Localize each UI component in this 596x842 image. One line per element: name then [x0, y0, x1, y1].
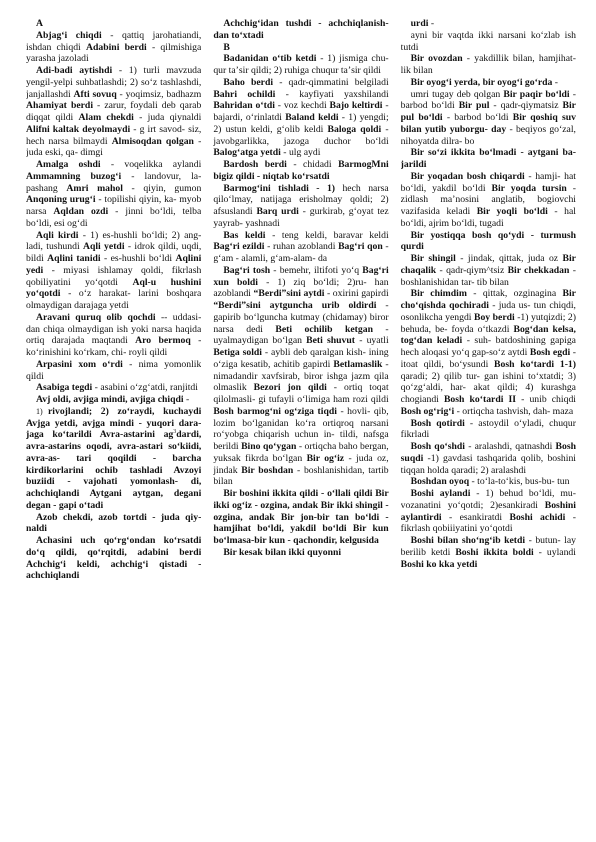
- definition-text: - toʻla-toʻkis, bus-bu- tun: [469, 476, 570, 488]
- definition-text: - esankiratdi: [441, 511, 510, 523]
- idiom-term: Aql-u hushini yoʻqotdi: [26, 276, 202, 300]
- idiom-term: Badanidan oʻtib ketdi: [223, 53, 317, 65]
- idiom-term: Bosh barmogʻni ogʻziga tiqdi: [213, 405, 337, 417]
- definition-text: - ortiq toqat qilolmasli- gi tufayli oʻlimiga ham rozi qildi: [213, 382, 389, 405]
- idiom-term: Ammamning buzogʻi: [26, 170, 122, 182]
- idiom-term: Aqlini yedi: [26, 253, 202, 276]
- idiom-term: Baho berdi: [223, 76, 274, 88]
- idiom-term: Adi-badi aytishdi: [36, 65, 113, 76]
- dictionary-entry: [26, 312, 201, 359]
- definition-text: - chidadi: [286, 159, 339, 170]
- section-letter-heading: A: [36, 18, 43, 29]
- definition-text: - g irt savod- siz, hech narsa bilmaydi: [26, 123, 202, 147]
- dictionary-entry: [401, 171, 576, 230]
- dictionary-entry: [401, 53, 576, 77]
- idiom-term: Amalga oshdi: [36, 159, 101, 170]
- dictionary-entry: [26, 382, 201, 394]
- definition-text: -: [552, 76, 559, 88]
- idiom-term: Bir chaqalik: [400, 253, 576, 276]
- idiom-term: Bir yostiqqa bosh qoʻydi - turmush qurdi: [400, 229, 576, 253]
- definition-text: - 1) behud boʻldi, mu- vozanatini yoʻqotdi; 2)esankiradi: [400, 488, 576, 511]
- definition-text: - nima yomonlik qildi: [26, 358, 202, 382]
- idiom-term: Bahridan oʻtdi: [213, 100, 275, 112]
- definition-text: qaradi; 2) qilib tur- gan ishini toʻxtatdi; 3) qoʻzgʻaldi, har- akat qildi; 4) kurashga chogiandi: [400, 370, 576, 405]
- dictionary-entry: [213, 18, 388, 42]
- idiom-term: urdi: [410, 18, 429, 29]
- idiom-term: Bagʻri ezildi: [213, 241, 265, 253]
- idiom-term: Asabiga tegdi: [36, 382, 93, 394]
- definition-text: - barbod boʻldi: [442, 112, 513, 123]
- idiom-term: Arpasini xom oʻrdi: [36, 358, 123, 370]
- definition-text: umri tugay deb qolgan: [410, 88, 504, 100]
- dictionary-entry: [26, 512, 201, 536]
- definition-text: - jinni boʻldi, telba boʻldi, esi ogʻdi: [26, 206, 202, 229]
- idiom-term: Bosh egdi: [529, 347, 571, 358]
- definition-text: - 1) ziq boʻldi; 2)ru- han azoblandi: [213, 276, 389, 300]
- column-3: [401, 18, 576, 828]
- definition-text: - oʻz harakat- larini boshqara olmaydigan darajaga yetdi: [26, 288, 202, 311]
- idiom-term: Bardosh berdi: [223, 159, 287, 170]
- definition-text: - qadr-qimmatini belgiladi: [273, 76, 389, 88]
- idiom-term: Boshi ko kka yetdi: [400, 558, 478, 570]
- column-1: [26, 18, 201, 828]
- idiom-term: Bosh qoʻshdi: [410, 441, 466, 452]
- definition-text: - ulg aydi: [280, 147, 321, 159]
- definition-text: - hovli- qib, lozim boʻlganidan koʻra ortiqroq narsani roʻyobga chiqarish uchun in- tildi, nafsga berildi: [213, 405, 389, 452]
- idiom-term: Bir ovozdan: [410, 53, 463, 65]
- definition-text: - juda eski, qa- dimgi: [26, 135, 202, 159]
- idiom-term: Bir boshdan: [241, 464, 294, 476]
- dictionary-entry: [401, 77, 576, 89]
- dictionary-entry: [213, 488, 388, 547]
- definition-text: - butun- lay berilib ketdi: [400, 535, 576, 558]
- definition-text: - astoydil oʻyladi, chuqur fikrladi: [400, 417, 576, 441]
- idiom-term: Bir chekkadan: [507, 264, 570, 276]
- idiom-term: Bagʻri xun boldi: [213, 264, 389, 288]
- definition-text: - bemehr, iltifoti yoʻq: [270, 264, 363, 276]
- dictionary-entry: [26, 65, 201, 159]
- dictionary-entry: [213, 230, 388, 265]
- idiom-term: Bagʻri qon: [338, 241, 383, 253]
- idiom-term: Ahamiyat berdi: [26, 100, 94, 112]
- definition-text: - hal boʻldi, ajrim boʻldi, tugadi: [400, 206, 576, 229]
- idiom-term: Bahri ochildi: [213, 88, 276, 100]
- dictionary-entry: [401, 476, 576, 488]
- idiom-term: Abjagʻi chiqdi: [36, 29, 102, 41]
- definition-text: - beqiyos goʻzal, nihoyatda dilra- bo: [400, 123, 576, 147]
- idiom-term: Bino qoʻygan: [241, 441, 297, 452]
- entry-number: 1): [36, 406, 43, 416]
- idiom-term: Bas keldi: [223, 229, 266, 241]
- dictionary-entry: [26, 359, 201, 383]
- dictionary-entry: [401, 30, 576, 54]
- dictionary-entry: [401, 288, 576, 417]
- dictionary-entry: [26, 406, 201, 512]
- definition-text: - qadr-qiym^tsiz: [436, 264, 508, 276]
- idiom-term: Betlamaslik: [333, 358, 383, 370]
- definition-text: - juda oz, jindak: [213, 452, 389, 476]
- idiom-term: Boshi achidi: [509, 511, 566, 523]
- idiom-term: Bir kesak bilan ikki quyonni: [223, 546, 342, 558]
- idiom-term: Barq urdi: [256, 206, 299, 217]
- definition-text: - itoat qildi, boʻysundi: [400, 347, 576, 370]
- definition-text: - ortiqcha tashvish, dah- maza: [454, 405, 574, 417]
- dictionary-entry: [401, 230, 576, 254]
- idiom-term: Boshdan oyoq: [410, 476, 470, 488]
- definition-text: - 1) yengdi; 2) ustun keldi, gʻolib keldi: [213, 112, 389, 135]
- idiom-term: Bir yoqli boʻldi: [476, 206, 548, 217]
- definition-text: - qilmishiga yarasha jazoladi: [26, 41, 202, 65]
- dictionary-entry: [213, 265, 388, 488]
- dictionary-entry: [213, 547, 388, 559]
- idiom-term: Aqli yetdi: [82, 241, 125, 253]
- dictionary-entry: [401, 535, 576, 570]
- definition-text: - aybli deb qaralgan kish- ining oʻziga kesatib, achitib gapirdi: [213, 347, 389, 370]
- definition-text: - yakdillik bilan, hamjihat- lik bilan: [400, 53, 576, 76]
- dictionary-entry: [401, 418, 576, 442]
- idiom-term: Boshini aylantirdi: [400, 499, 576, 523]
- idiom-term: Bir pul boʻldi: [400, 100, 576, 123]
- idiom-term: Boshi aylandi: [410, 488, 471, 499]
- idiom-term: Bir shingil: [410, 253, 456, 264]
- dictionary-entry: [213, 183, 388, 230]
- definition-text: - gurkirab, gʻoyat tez yayrab- yashnadi: [213, 206, 389, 229]
- idiom-term: Bir yoqda tursin: [491, 182, 567, 194]
- idiom-term: Anqoning urugʻi: [26, 194, 96, 206]
- definition-text: - qittak, ozginagina: [466, 288, 563, 300]
- definition-text: - nimadandir xavfsirab, biror ishga jazm qila olmaslik: [213, 358, 389, 394]
- dictionary-entry: [213, 53, 388, 77]
- definition-text: - topilishi qiyin, ka- myob narsa: [26, 194, 202, 217]
- idiom-term: Beti ochilib ketgan: [275, 323, 373, 335]
- definition-text: - uyalmaydigan boʻlgan: [213, 323, 389, 347]
- definition-text: - teng keldi, baravar keldi: [265, 229, 389, 241]
- idiom-term: Boshi ikkita boldi: [455, 546, 534, 558]
- dictionary-entry: [401, 18, 576, 30]
- dictionary-entry: [401, 147, 576, 171]
- definition-text: - miyasi ishlamay qoldi, fikrlash qobiliyatini yoʻqotdi: [26, 264, 202, 288]
- definition-text: - zidlash maʼnosini anglatib, bogiovchi vazifasida keladi: [400, 182, 576, 217]
- dictionary-entry: [401, 488, 576, 535]
- idiom-term: Betiga soldi: [213, 347, 262, 358]
- idiom-term: Bir soʻzi ikkita boʻlmadi - aytgani ba- jarildi: [400, 147, 576, 170]
- superscript: 3: [173, 429, 177, 436]
- definition-text: - hamji- hat boʻldi, yakdil boʻldi: [400, 170, 576, 194]
- definition-text: - 1) jismiga chu- qur taʼsir qildi; 2) ruhiga chuqur taʼsir qildi: [213, 53, 389, 76]
- definition-text: -: [428, 18, 435, 29]
- definition-text: - aralashdi, qatnashdi: [465, 441, 556, 452]
- definition-text: - 1) turli mavzuda yengil-yelpi suhbatlashdi; 2) soʻz tashlashdi, janjallashdi: [26, 65, 202, 100]
- idiom-term: Bir chimdim: [410, 288, 467, 300]
- idiom-term: “Berdi”sini aytdi: [253, 288, 325, 300]
- definition-text: -1) yutqizdi; 2) behuda, be- foyda oʻtkazdi: [400, 311, 576, 335]
- definition-text: - boshlanishidan tar- tib bilan: [400, 264, 576, 288]
- idiom-term: Bir paqir boʻldi: [503, 88, 570, 100]
- dictionary-entry: [26, 30, 201, 65]
- definition-text: - juda us- tun chiqdi, osonlikcha yengdi: [400, 300, 576, 323]
- dictionary-entry: [26, 394, 201, 406]
- idiom-term: Bosh ogʻrigʻi: [400, 405, 455, 417]
- definition-text: ayni bir vaqtda ikki narsani koʻzlab ish tutdi: [400, 29, 576, 53]
- idiom-term: Bir pul: [458, 100, 490, 112]
- idiom-term: Aravani quruq olib qochdi: [36, 311, 156, 323]
- idiom-term: Amri mahol: [66, 182, 123, 194]
- idiom-term: Adabini berdi: [86, 41, 147, 53]
- definition-text: - uylandi: [533, 546, 576, 558]
- definition-text: - juda qiynaldi: [133, 112, 202, 123]
- idiom-term: Boshi bilan shoʻngʻib ketdi: [410, 535, 526, 546]
- idiom-term: Achasini uch qoʻrgʻondan koʻrsatdi doʻq qildi, qoʻrqitdi, adabini berdi Achchigʻi keldi, achchigʻi qistadi - achchiqlandi: [26, 535, 202, 582]
- idiom-term: Almisoqdan qolgan: [111, 135, 194, 147]
- definition-text: - fikrlash qobiiiyatini yoʻqotdi: [400, 511, 576, 535]
- definition-text: - qadr-qiymatsiz: [489, 100, 563, 112]
- idiom-term: Baland keldi: [285, 112, 339, 123]
- idiom-term: Aqldan ozdi: [53, 206, 109, 217]
- definition-text: - unib chiqdi: [516, 394, 576, 405]
- definition-text: - landovur, la- pashang: [26, 170, 202, 194]
- idiom-term: Bir oyogʻi yerda, bir oyogʻi goʻrda: [410, 76, 553, 88]
- dictionary-entry: [26, 159, 201, 230]
- idiom-term: Aqli kirdi: [36, 229, 79, 241]
- idiom-term: dardi, avra-astarins oqodi, avra-astari soʻkiidi, avra-as- tari qoqildi - barcha kirdikorlarini ochib tashladi Avzoyi buziidi - vajohati yomonlash- di, achchiqlandi Aytgani aytgan, degani degan - gapi oʻtadi: [26, 429, 202, 511]
- definition-text: - yoqimsiz, badhazm: [116, 88, 202, 100]
- definition-text: - kayfiyati yaxshilandi: [275, 88, 389, 100]
- definition-text: - ortiqcha baho bergan, yuksak fikrda boʻlgan: [213, 441, 389, 464]
- dictionary-entry: [213, 77, 388, 159]
- idiom-term: Avj oldi, avjiga mindi, avjiga chiqdi: [36, 394, 184, 405]
- definition-text: -: [183, 394, 190, 405]
- definition-text: - boshlanishidan, tartib bilan: [213, 464, 389, 488]
- dictionary-entry: [401, 253, 576, 288]
- idiom-term: Bagʻri tosh: [223, 264, 271, 276]
- idiom-term: Bir yoqadan bosh chiqardi: [410, 170, 525, 182]
- idiom-term: Alam chekdi: [78, 112, 134, 123]
- idiom-term: BarmogMni bigiz qildi - niqtab koʻrsatdi: [213, 159, 389, 182]
- idiom-term: Alifni kaltak deyolmaydi: [26, 123, 131, 135]
- definition-text: -1) gavdasi tashqarida qolib, boshini tiqqan holda qaradi; 2) aralashdi: [400, 452, 576, 476]
- definition-text: - jindak, qittak, juda oz: [455, 253, 563, 264]
- definition-text: - idrok qildi, uqdi, bildi: [26, 241, 202, 264]
- definition-text: - voqelikka aylandi: [100, 159, 202, 170]
- idiom-term: Balogʻatga yetdi: [213, 147, 281, 159]
- definition-text: - qiyin, gumon: [122, 182, 202, 194]
- idiom-term: Boy berdi: [473, 311, 515, 323]
- definition-text: - koʻrinishini koʻrkam, chi- royli qildi: [26, 335, 202, 358]
- idiom-term: Bir qoshiq suv bilan yutib yuborgu- day: [400, 112, 576, 135]
- idiom-term: rivojlandi; 2) zoʻraydi, kuchaydi Avjga yetdi, avjga mindi - yuqori dara- jaga koʻtarildi Avra-astarini ag: [26, 405, 202, 441]
- dictionary-entry: [26, 230, 201, 312]
- idiom-term: Bir choʻqishda qochiradi: [400, 288, 576, 311]
- idiom-term: Bezori jon qildi: [253, 382, 327, 394]
- idiom-term: Bosh koʻtardi II: [443, 394, 517, 405]
- definition-text: - javobgarlikka, jazoga duchor boʻldi: [213, 123, 389, 147]
- idiom-term: Bosh qotirdi: [410, 417, 465, 429]
- idiom-term: Afti sovuq: [73, 88, 117, 100]
- idiom-term: Azob chekdi, azob tortdi - juda qiy- naldi: [26, 511, 202, 535]
- definition-text: - gʻam - alamli, gʻam-alam- da: [213, 241, 389, 264]
- definition-text: hech narsa qiloʻlmay, natijaga erisholmay qoldi; 2) afsuslandi: [213, 182, 389, 217]
- definition-text: - voz kechdi: [274, 100, 330, 112]
- definition-text: - gapirib boʻlguncha kutmay (chidamay) biror narsa dedi: [213, 300, 389, 335]
- section-letter-heading: B: [223, 41, 230, 53]
- idiom-term: Aqlini tanidi: [47, 253, 101, 264]
- definition-text: - 1) es-hushli boʻldi; 2) ang- ladi, tushundi: [26, 229, 202, 253]
- definition-text: - es-hushli boʻldi: [100, 253, 176, 264]
- dictionary-entry: [213, 159, 388, 183]
- definition-text: - uyatli: [355, 335, 389, 347]
- idiom-term: Bir ogʻiz: [306, 452, 345, 464]
- idiom-term: Beti shuvut: [306, 335, 356, 347]
- idiom-term: Bosh suqdi: [400, 441, 576, 464]
- idiom-term: Bogʻdan kelsa, togʻdan keladi: [400, 323, 576, 347]
- dictionary-entry: [401, 441, 576, 476]
- column-2: [213, 18, 388, 828]
- definition-text: - suh- batdoshining gapiga hech aloqasi yoʻq gap-soʻz aytdi: [400, 335, 576, 358]
- definition-text: -- uddasi- dan chiqa olmaydigan ish yoki narsa haqida ortiq darajada maqtandi: [26, 311, 202, 347]
- definition-text: - asabini oʻzgʻatdi, ranjitdi: [92, 382, 198, 394]
- definition-text: - oxirini gapirdi: [324, 288, 389, 300]
- idiom-term: “Berdi”sini aytguncha urib oldirdi: [213, 300, 377, 311]
- idiom-term: Achchigʻidan tushdi - achchiqlanish- dan toʻxtadi: [213, 18, 389, 41]
- idiom-term: Barmogʻini tishladi - 1): [223, 182, 336, 194]
- idiom-term: Bosh koʻtardi 1-1): [494, 358, 576, 370]
- definition-text: - ruhan azoblandi: [264, 241, 339, 253]
- definition-text: - barbod boʻldi: [400, 88, 576, 112]
- idiom-term: Bir boshini ikkita qildi - oʻllali qildi Bir ikki ogʻiz - ozgina, andak Bir ikki shingil - ozgina, andak Bir jon-bir tan boʻldi - hamjihat boʻldi, yakdil boʻldi Bir kun boʻlmasa-bir kun - qachondir, kelgusida: [213, 488, 389, 546]
- idiom-term: Aro bermoq: [135, 335, 191, 347]
- definition-text: - zarur, foydali deb qarab diqqat qildi: [26, 100, 202, 123]
- dictionary-entry: [401, 89, 576, 148]
- definition-text: - bajardi, oʻrinlatdi: [213, 100, 389, 123]
- idiom-term: Bajo keltirdi: [329, 100, 383, 112]
- idiom-term: Baloga qoldi: [327, 123, 382, 135]
- definition-text: - qattiq jarohatiandi, ishdan chiqdi: [26, 29, 202, 53]
- dictionary-entry: [26, 535, 201, 582]
